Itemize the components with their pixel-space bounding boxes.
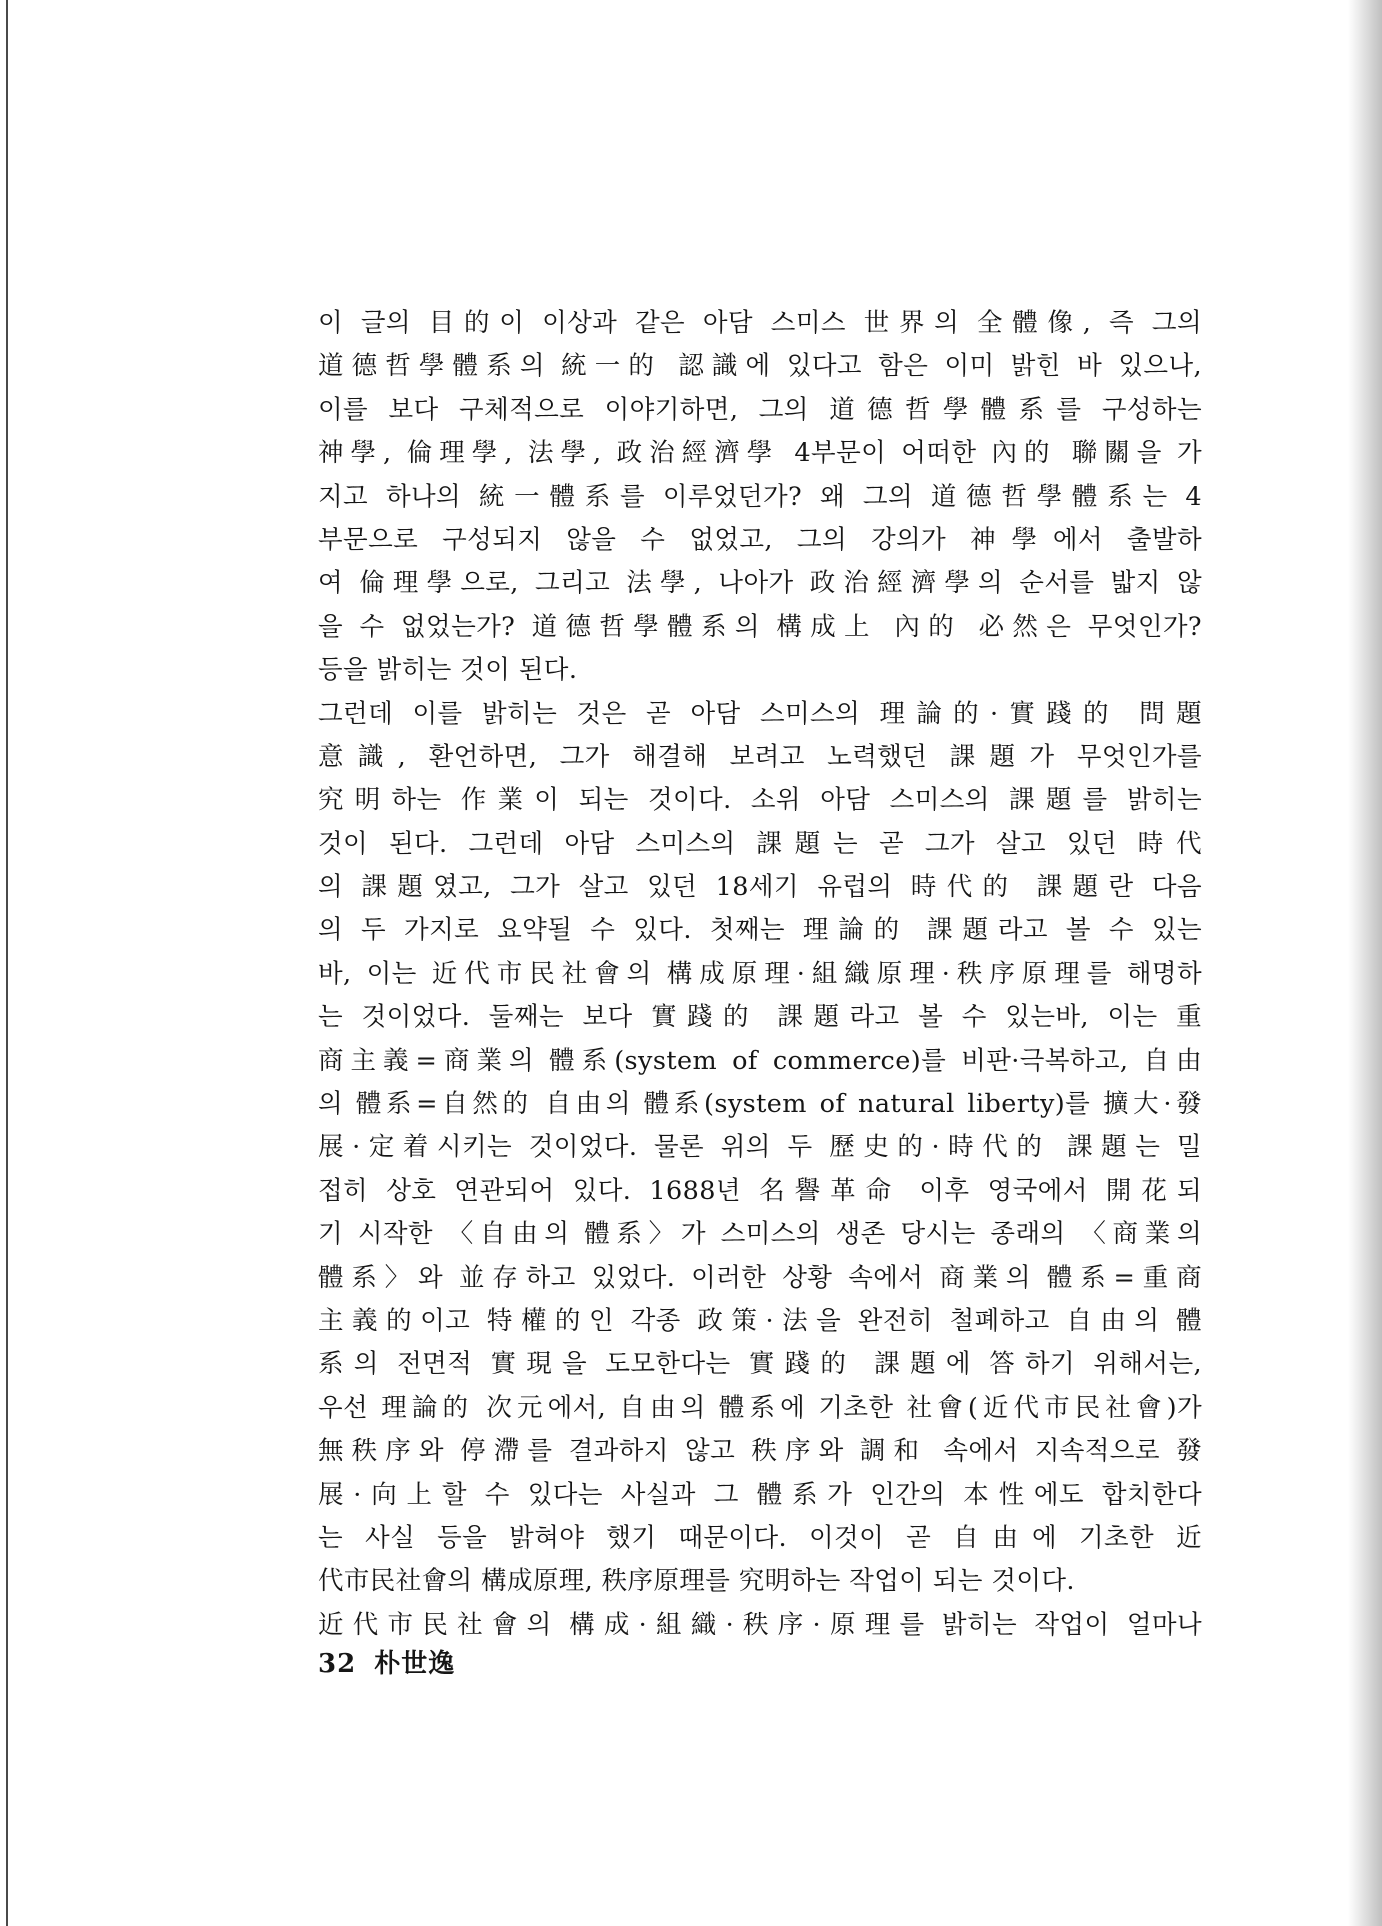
text-line: 神學, 倫理學, 法學, 政治經濟學 4부문이 어떠한 內的 聯關을 가 xyxy=(318,438,1202,469)
text-line: 究明하는 作業이 되는 것이다. 소위 아담 스미스의 課題를 밝히는 xyxy=(318,785,1202,816)
paragraph xyxy=(318,1604,1202,1647)
text-line: 부문으로 구성되지 않을 수 없었고, 그의 강의가 神學에서 출발하 xyxy=(318,524,1202,555)
page-number: 32 xyxy=(318,1649,357,1679)
text-line: 道德哲學體系의 統一的 認識에 있다고 함은 이미 밝힌 바 있으나, xyxy=(318,351,1202,382)
text-line: 을 수 없었는가? 道德哲學體系의 構成上 內的 必然은 무엇인가? xyxy=(318,611,1202,642)
text-line: 近代市民社會의 構成·組織·秩序·原理를 밝히는 작업이 얼마나 xyxy=(318,1609,1202,1640)
text-line: 것이 된다. 그런데 아담 스미스의 課題는 곧 그가 살고 있던 時代 xyxy=(318,828,1202,859)
text-line: 여 倫理學으로, 그리고 法學, 나아가 政治經濟學의 순서를 밟지 않 xyxy=(318,568,1202,599)
text-line: 기 시작한 〈自由의 體系〉가 스미스의 생존 당시는 종래의 〈商業의 xyxy=(318,1219,1202,1250)
text-line: 이 글의 目的이 이상과 같은 아담 스미스 世界의 全體像, 즉 그의 xyxy=(318,308,1202,338)
text-line: 그런데 이를 밝히는 것은 곧 아담 스미스의 理論的·實踐的 問題 xyxy=(318,698,1202,729)
paragraph xyxy=(318,302,1202,693)
text-line: 系의 전면적 實現을 도모한다는 實踐的 課題에 答하기 위해서는, xyxy=(318,1349,1202,1380)
paragraph xyxy=(318,693,1202,1604)
text-line: 지고 하나의 統一體系를 이루었던가? 왜 그의 道德哲學體系는 4 xyxy=(318,481,1202,512)
text-line: 우선 理論的 次元에서, 自由의 體系에 기초한 社會(近代市民社會)가 xyxy=(318,1392,1202,1423)
text-line: 는 사실 등을 밝혀야 했기 때문이다. 이것이 곧 自由에 기초한 近 xyxy=(318,1522,1202,1553)
page-footer xyxy=(318,1643,473,1680)
text-line: 商主義=商業의 體系(system of commerce)를 비판·극복하고, 自由 xyxy=(318,1045,1202,1076)
text-line: 展·定着시키는 것이었다. 물론 위의 두 歷史的·時代的 課題는 밀 xyxy=(318,1132,1202,1163)
text-line: 의 課題였고, 그가 살고 있던 18세기 유럽의 時代的 課題란 다음 xyxy=(318,872,1202,903)
author-name: 朴世逸 xyxy=(374,1649,456,1679)
text-line: 의 體系=自然的 自由의 體系(system of natural liberty)를 擴大·發 xyxy=(318,1089,1202,1120)
text-line: 의 두 가지로 요약될 수 있다. 첫째는 理論的 課題라고 볼 수 있는 xyxy=(318,915,1202,946)
text-line: 意識, 환언하면, 그가 해결해 보려고 노력했던 課題가 무엇인가를 xyxy=(318,741,1202,772)
text-line: 主義的이고 特權的인 각종 政策·法을 완전히 철폐하고 自由의 體 xyxy=(318,1305,1202,1336)
text-line: 代市民社會의 構成原理, 秩序原理를 究明하는 작업이 되는 것이다. xyxy=(318,1566,1075,1597)
text-line: 바, 이는 近代市民社會의 構成原理·組織原理·秩序原理를 해명하 xyxy=(318,958,1202,989)
text-line: 體系〉와 並存하고 있었다. 이러한 상황 속에서 商業의 體系=重商 xyxy=(318,1262,1202,1293)
text-line: 展·向上할 수 있다는 사실과 그 體系가 인간의 本性에도 합치한다 xyxy=(318,1479,1202,1510)
text-line: 등을 밝히는 것이 된다. xyxy=(318,655,578,686)
text-line: 無秩序와 停滯를 결과하지 않고 秩序와 調和 속에서 지속적으로 發 xyxy=(318,1436,1202,1467)
text-line: 는 것이었다. 둘째는 보다 實踐的 課題라고 볼 수 있는바, 이는 重 xyxy=(318,1002,1202,1033)
text-line: 접히 상호 연관되어 있다. 1688년 名譽革命 이후 영국에서 開花되 xyxy=(318,1175,1202,1206)
body-text xyxy=(318,302,1202,1647)
text-line: 이를 보다 구체적으로 이야기하면, 그의 道德哲學體系를 구성하는 xyxy=(318,394,1202,425)
